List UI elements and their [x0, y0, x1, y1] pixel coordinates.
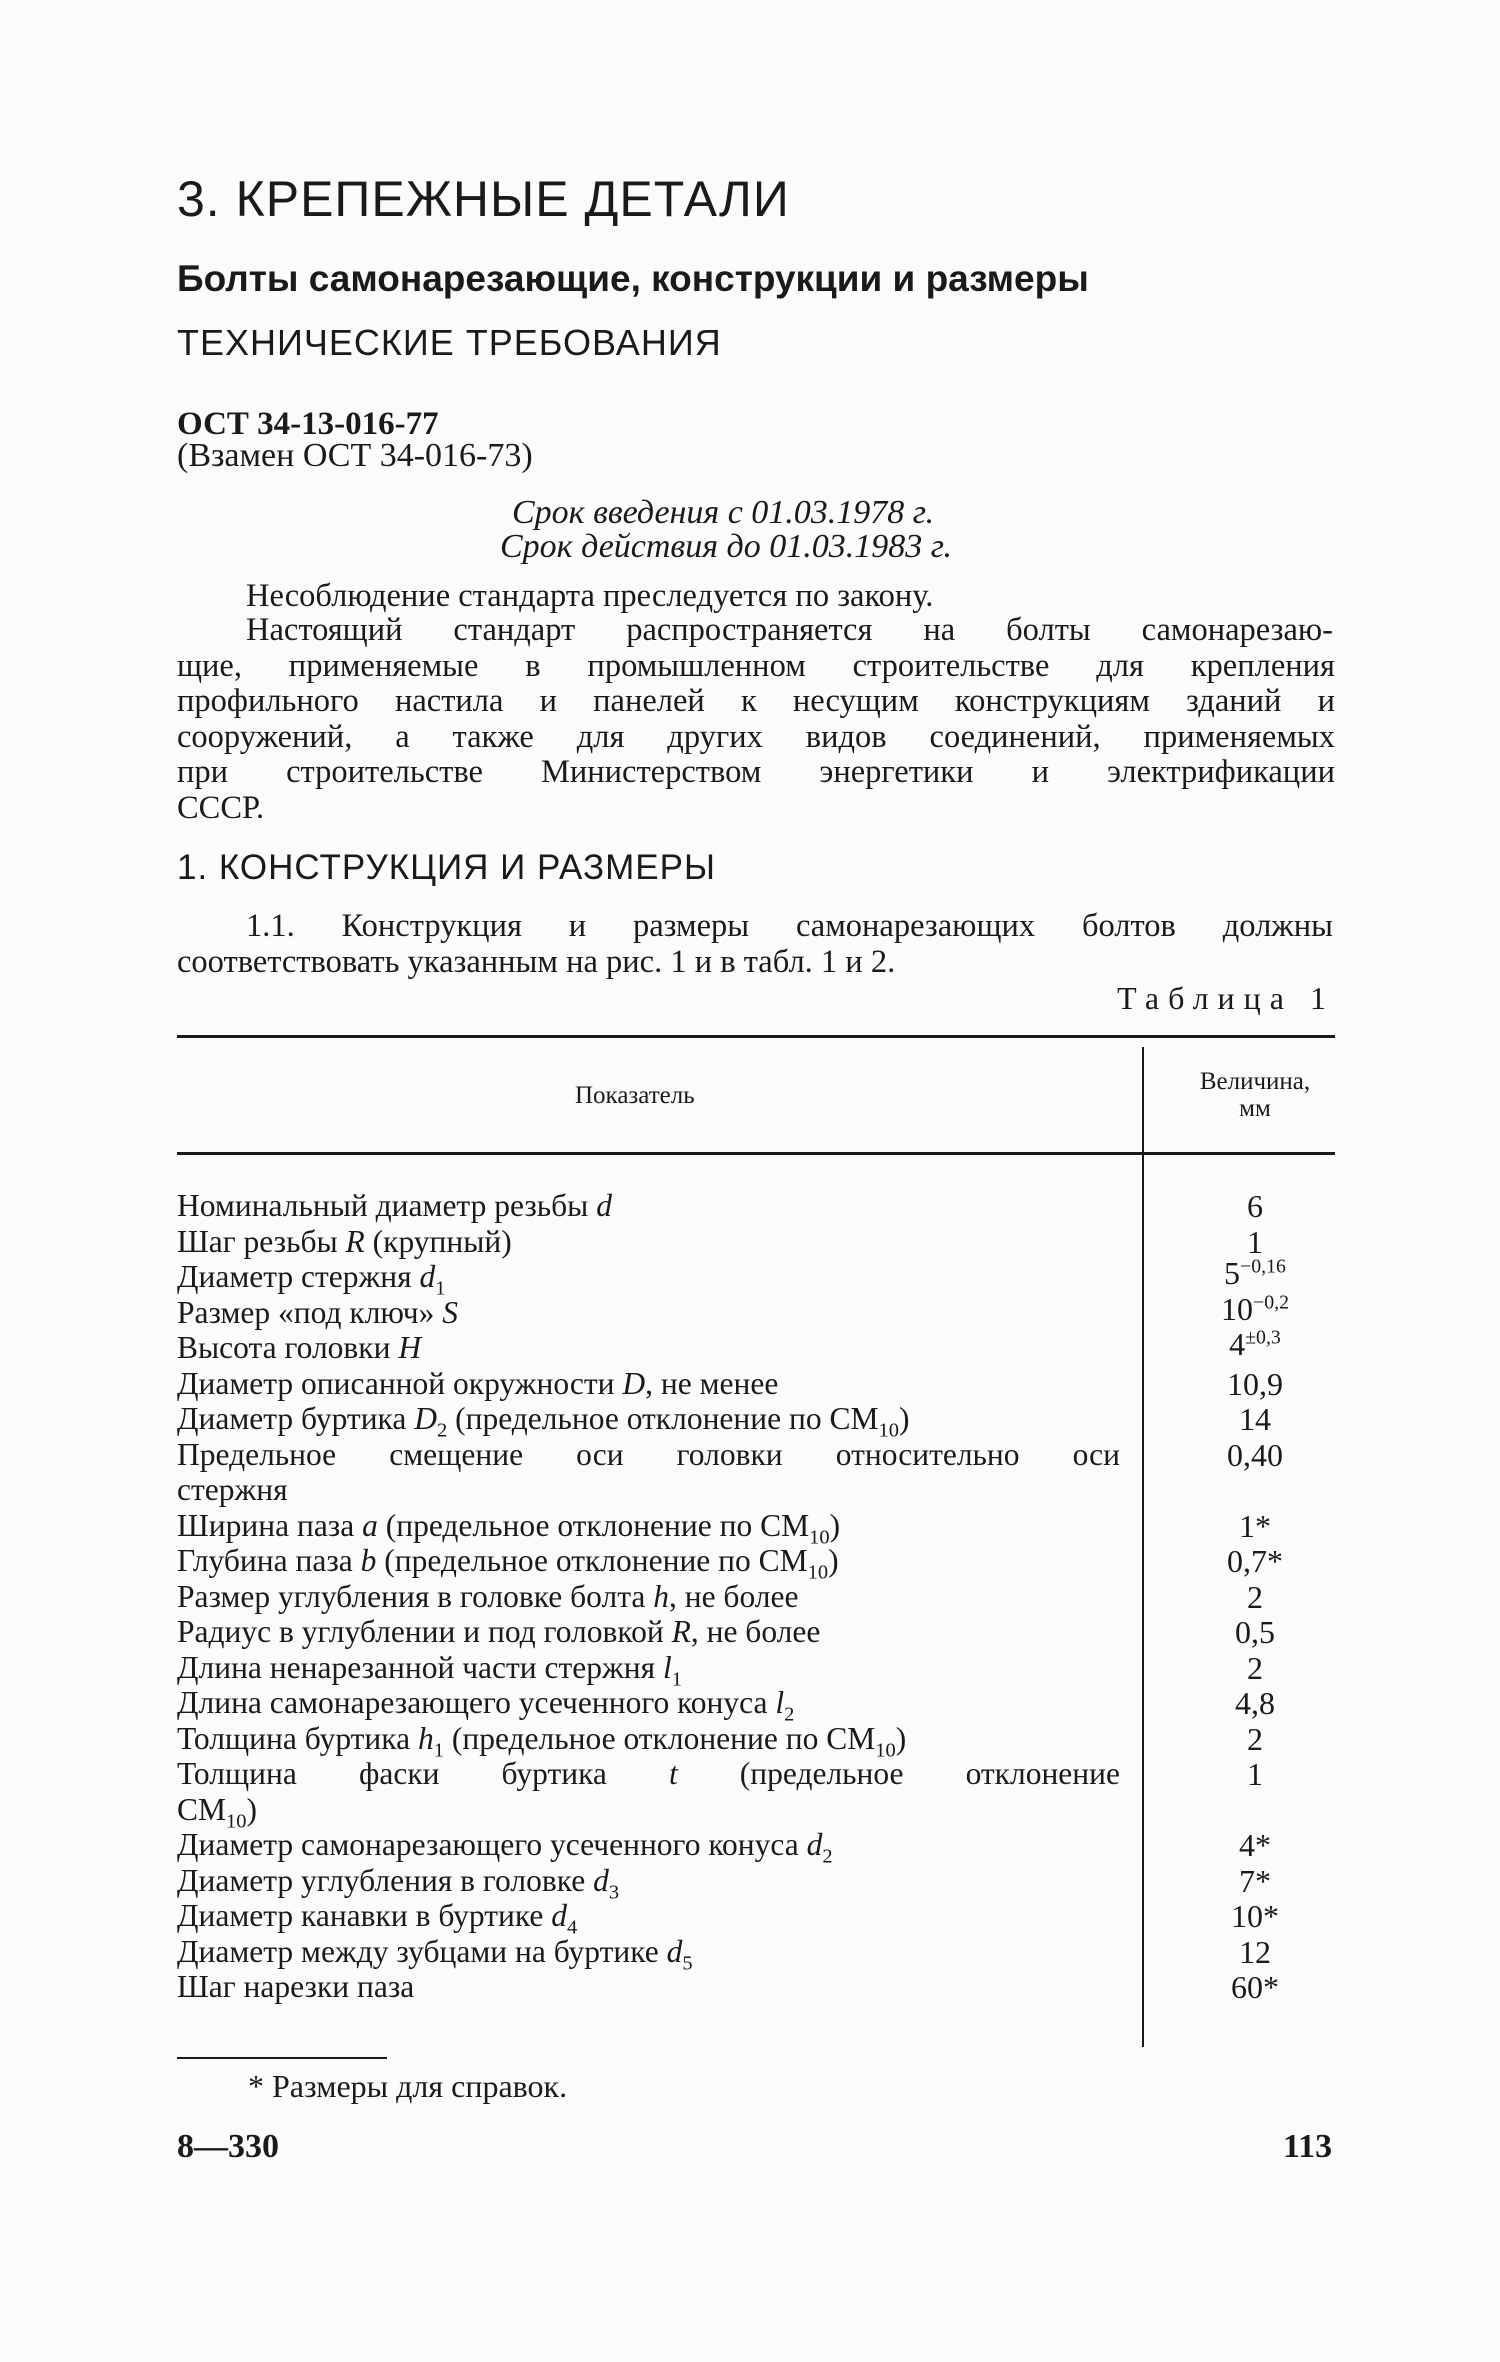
row-label-continued: стержня — [177, 1472, 288, 1507]
replaces-note: (Взамен ОСТ 34-016-73) — [177, 437, 533, 474]
table-header-value: Величина, — [1199, 1068, 1311, 1095]
row-value: $10^{-0,2}$ — [1221, 1290, 1289, 1327]
row-value: 7* — [1239, 1862, 1271, 1899]
row-label: Шаг нарезки паза — [177, 1969, 415, 2004]
standard-number: ОСТ 34-13-016-77 — [177, 406, 439, 442]
row-value: 2 — [1247, 1649, 1263, 1686]
row-value: 2 — [1247, 1578, 1263, 1615]
scope-line: сооружений, а также для других видов соединений, применяемых — [177, 718, 1335, 755]
table-top-rule — [177, 1035, 1335, 1038]
table-column-divider — [1142, 1047, 1144, 2047]
scope-line: щие, применяемые в промышленном строительстве для крепления — [177, 647, 1335, 684]
footnote-rule — [177, 2057, 387, 2059]
row-value: 10* — [1231, 1898, 1279, 1934]
page-number: 113 — [1283, 2128, 1333, 2165]
row-value: 0,40 — [1227, 1436, 1283, 1473]
row-value: 2 — [1247, 1720, 1263, 1757]
validity-date: Срок действия до 01.03.1983 г. — [500, 528, 953, 565]
page-code: 8—330 — [177, 2128, 279, 2165]
row-value: 4,8 — [1235, 1685, 1275, 1721]
row-value: 0,5 — [1235, 1614, 1275, 1650]
row-label: Толщина фаски буртика t (предельное отклонение — [177, 1756, 1120, 1791]
notice-paragraph: Несоблюдение стандарта преследуется по закону. — [246, 578, 934, 614]
row-value: 6 — [1247, 1188, 1263, 1224]
row-value: 60* — [1231, 1969, 1279, 2005]
footnote: * Размеры для справок. — [248, 2068, 568, 2104]
scope-line: Настоящий стандарт распространяется на болты самонарезаю- — [246, 612, 1333, 648]
row-value: 14 — [1239, 1401, 1271, 1437]
row-value: 1* — [1239, 1507, 1271, 1544]
row-label: Высота головки H — [177, 1330, 422, 1365]
clause-line: соответствовать указанным на рис. 1 и в табл. 1 и 2. — [177, 943, 896, 980]
row-label: Размер углубления в головке болта h, не более — [177, 1578, 799, 1614]
row-label: Диаметр стержня $d_1$ — [177, 1259, 446, 1300]
chapter-title: 1. КОНСТРУКЦИЯ И РАЗМЕРЫ — [177, 848, 716, 887]
row-value: 1 — [1247, 1756, 1263, 1792]
row-value: 0,7* — [1227, 1543, 1283, 1579]
effective-date: Срок введения с 01.03.1978 г. — [512, 494, 935, 531]
scope-line: профильного настила и панелей к несущим конструкциям зданий и — [177, 683, 1335, 719]
row-value: 12 — [1239, 1933, 1271, 1970]
row-label: Ширина паза a (предельное отклонение по $CM_{10}$) — [177, 1507, 841, 1548]
scope-line: СССР. — [177, 789, 265, 826]
row-value: 4* — [1239, 1827, 1271, 1863]
document-title: Болты самонарезающие, конструкции и размеры — [177, 258, 1089, 299]
row-label: Толщина буртика $h_1$ (предельное отклонение по $CM_{10}$) — [177, 1720, 907, 1761]
row-label: Диаметр канавки в буртике $d_4$ — [177, 1898, 578, 1939]
table-title: Таблица 1 — [1117, 980, 1335, 1016]
row-label: Радиус в углублении и под головкой R, не более — [177, 1614, 821, 1649]
row-label: Диаметр между зубцами на буртике $d_5$ — [177, 1933, 693, 1974]
section-title: 3. КРЕПЕЖНЫЕ ДЕТАЛИ — [177, 171, 790, 227]
row-label: Глубина паза b (предельное отклонение по $CM_{10}$) — [177, 1543, 839, 1584]
row-label: Диаметр буртика $D_2$ (предельное отклонение по $CM_{10}$) — [177, 1401, 910, 1442]
clause-line: 1.1. Конструкция и размеры самонарезающих болтов должны — [246, 908, 1333, 944]
row-label: Диаметр углубления в головке $d_3$ — [177, 1862, 620, 1903]
table-header-rule — [177, 1152, 1335, 1155]
row-value: $5^{-0,16}$ — [1224, 1255, 1286, 1291]
row-label-continued: $CM_{10}$) — [177, 1791, 257, 1832]
row-label: Длина самонарезающего усеченного конуса $l_2$ — [177, 1685, 795, 1726]
row-label: Номинальный диаметр резьбы d — [177, 1188, 612, 1223]
row-label: Диаметр самонарезающего усеченного конуса $d_2$ — [177, 1827, 833, 1868]
row-label: Диаметр описанной окружности D, не менее — [177, 1365, 779, 1401]
document-subtitle: ТЕХНИЧЕСКИЕ ТРЕБОВАНИЯ — [177, 322, 722, 363]
row-label: Шаг резьбы R (крупный) — [177, 1223, 512, 1259]
row-value: 10,9 — [1227, 1365, 1283, 1402]
table-header-unit: мм — [1239, 1095, 1271, 1122]
table-header-parameter: Показатель — [575, 1082, 695, 1109]
row-label: Длина ненарезанной части стержня $l_1$ — [177, 1649, 682, 1690]
scope-line: при строительстве Министерством энергетики и электрификации — [177, 754, 1335, 790]
row-value: $4^{\pm 0,3}$ — [1229, 1326, 1281, 1362]
row-label: Предельное смещение оси головки относительно оси — [177, 1436, 1120, 1472]
row-label: Размер «под ключ» S — [177, 1294, 458, 1330]
row-value: 1 — [1247, 1223, 1263, 1260]
